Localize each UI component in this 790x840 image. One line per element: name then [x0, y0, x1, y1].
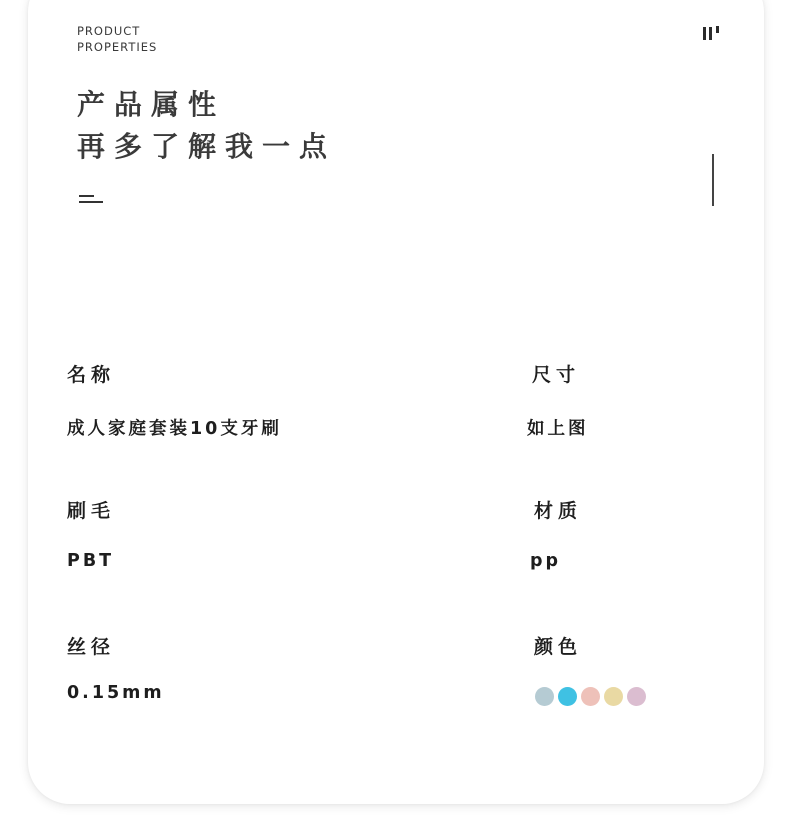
- title-line-1: 产品属性: [77, 88, 226, 121]
- color-swatch: [604, 687, 623, 706]
- size-label: 尺寸: [532, 364, 581, 386]
- color-swatch: [627, 687, 646, 706]
- bristle-value: PBT: [67, 551, 115, 571]
- color-swatch: [558, 687, 577, 706]
- material-value: pp: [530, 551, 562, 571]
- color-swatches: [535, 687, 650, 706]
- size-value: 如上图: [527, 419, 589, 439]
- title-line-2: 再多了解我一点: [77, 130, 337, 163]
- color-label: 颜色: [534, 636, 583, 658]
- bars-icon: [703, 26, 721, 40]
- vertical-divider: [712, 154, 714, 206]
- dash-lines-icon: [79, 195, 103, 203]
- eyebrow-line-2: PROPERTIES: [77, 40, 158, 54]
- section-eyebrow: [77, 23, 157, 55]
- material-label: 材质: [534, 500, 583, 522]
- name-value: 成人家庭套装10支牙刷: [67, 419, 282, 439]
- color-swatch: [581, 687, 600, 706]
- eyebrow-line-1: PRODUCT: [77, 24, 141, 38]
- page-title: [77, 84, 336, 168]
- bristle-label: 刷毛: [67, 500, 116, 522]
- filament-label: 丝径: [67, 636, 116, 658]
- filament-value: 0.15mm: [67, 683, 165, 703]
- name-label: 名称: [67, 364, 116, 386]
- color-swatch: [535, 687, 554, 706]
